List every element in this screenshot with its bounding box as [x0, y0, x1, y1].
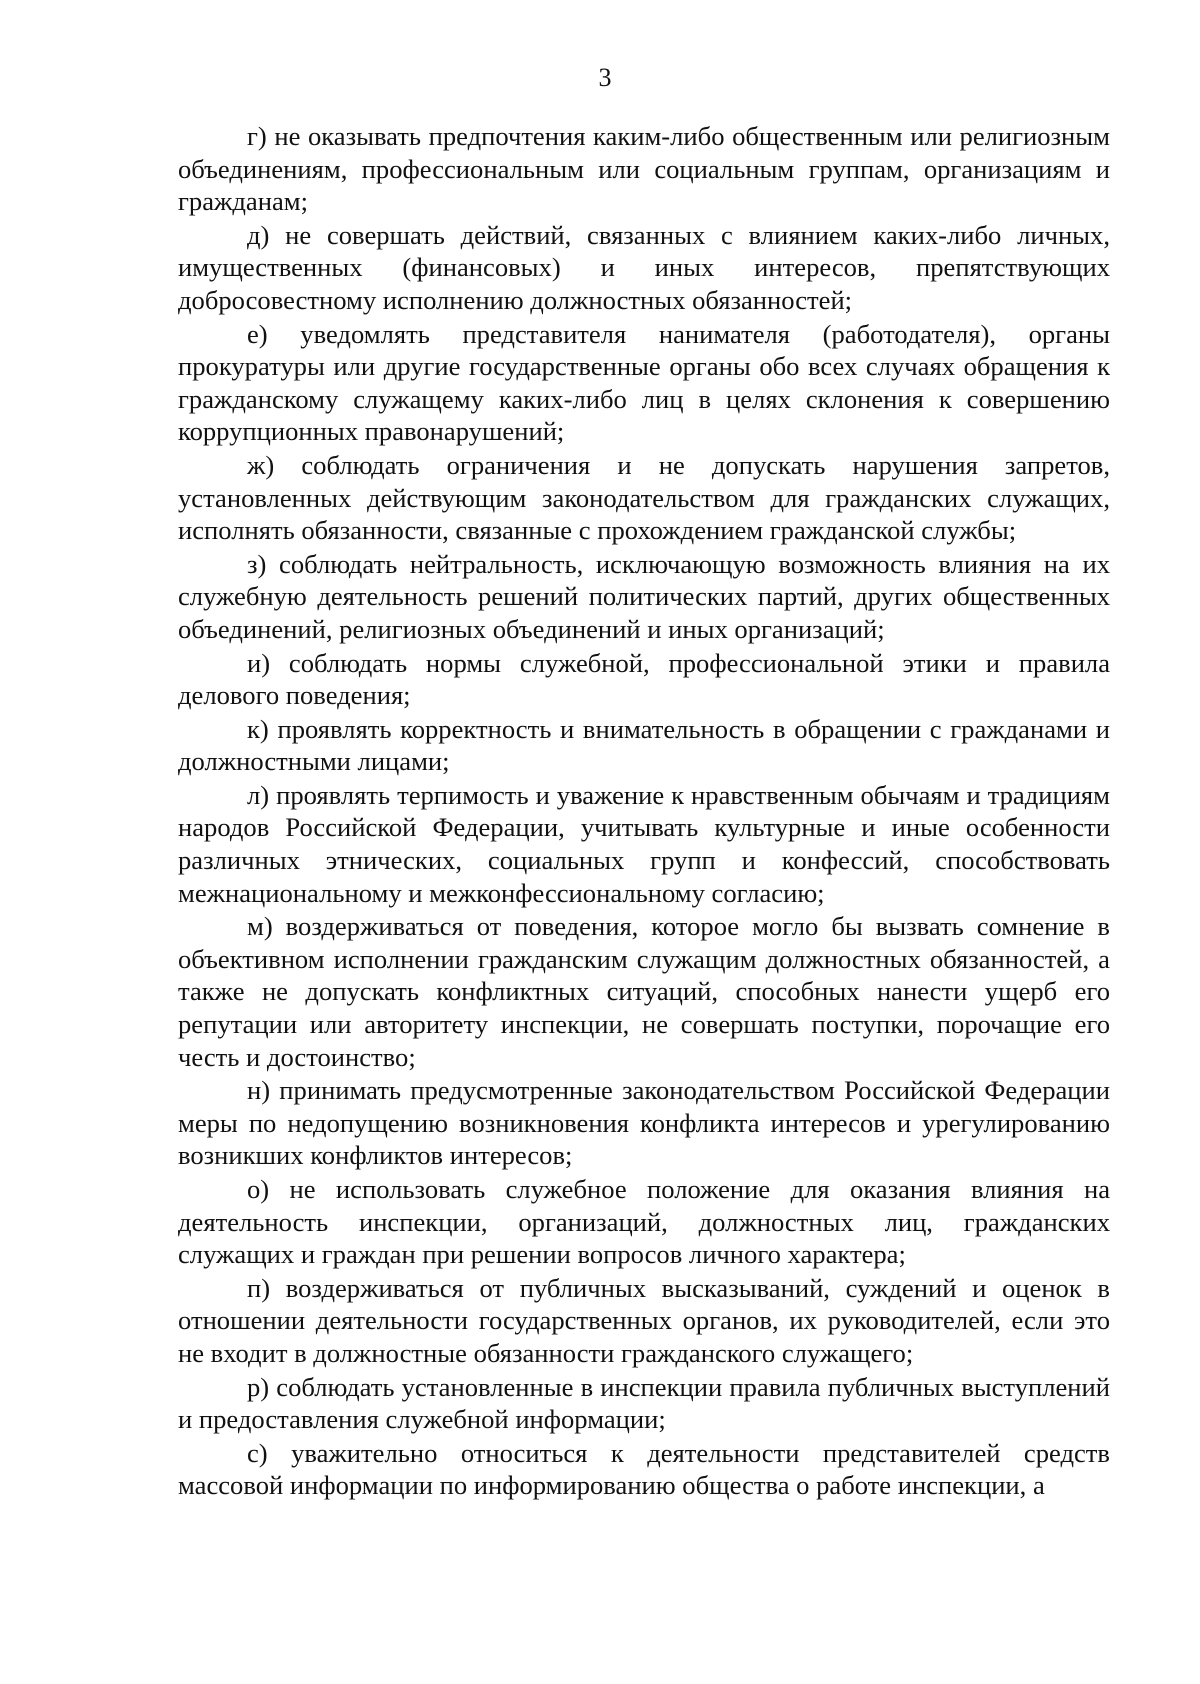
- paragraph-m: м) воздерживаться от поведения, которое могло бы вызвать сомнение в объективном исполнении гражданским служащим должностных обязанностей, а также не допускать конфликтных ситуаций, способных нанести ущерб его репутации или авторитету инспекции, не совершать поступки, порочащие его честь и достоинство;: [178, 911, 1110, 1072]
- paragraph-k: к) проявлять корректность и внимательность в обращении с гражданами и должностными лицами;: [178, 713, 1110, 777]
- paragraph-r: р) соблюдать установленные в инспекции правила публичных выступлений и предоставления служебной информации;: [178, 1371, 1110, 1435]
- paragraph-s: с) уважительно относиться к деятельности представителей средств массовой информации по информированию общества о работе инспекции, а: [178, 1437, 1110, 1501]
- paragraph-d: д) не совершать действий, связанных с влиянием каких-либо личных, имущественных (финансовых) и иных интересов, препятствующих добросовестному исполнению должностных обязанностей;: [178, 219, 1110, 315]
- document-body: [178, 120, 1110, 1503]
- paragraph-p: п) воздерживаться от публичных высказываний, суждений и оценок в отношении деятельности государственных органов, их руководителей, если это не входит в должностные обязанности гражданского служащего;: [178, 1272, 1110, 1368]
- paragraph-o: о) не использовать служебное положение для оказания влияния на деятельность инспекции, организаций, должностных лиц, гражданских служащих и граждан при решении вопросов личного характера;: [178, 1174, 1110, 1270]
- page-number: 3: [598, 63, 612, 92]
- paragraph-z: з) соблюдать нейтральность, исключающую возможность влияния на их служебную деятельность решений политических партий, других общественных объединений, религиозных объединений и иных организаций;: [178, 548, 1110, 644]
- paragraph-e: е) уведомлять представителя нанимателя (работодателя), органы прокуратуры или другие государственные органы обо всех случаях обращения к гражданскому служащему каких-либо лиц в целях склонения к совершению коррупционных правонарушений;: [178, 318, 1110, 447]
- paragraph-i: и) соблюдать нормы служебной, профессиональной этики и правила делового поведения;: [178, 647, 1110, 711]
- paragraph-zh: ж) соблюдать ограничения и не допускать нарушения запретов, установленных действующим законодательством для гражданских служащих, исполнять обязанности, связанные с прохождением гражданской службы;: [178, 449, 1110, 546]
- paragraph-g: г) не оказывать предпочтения каким-либо общественным или религиозным объединениям, профессиональным или социальным группам, организациям и гражданам;: [178, 121, 1110, 217]
- paragraph-n: н) принимать предусмотренные законодательством Российской Федерации меры по недопущению возникновения конфликта интересов и урегулированию возникших конфликтов интересов;: [178, 1075, 1110, 1171]
- paragraph-l: л) проявлять терпимость и уважение к нравственным обычаям и традициям народов Российской Федерации, учитывать культурные и иные особенности различных этнических, социальных групп и конфессий, способствовать межнациональному и межконфессиональному согласию;: [178, 779, 1110, 908]
